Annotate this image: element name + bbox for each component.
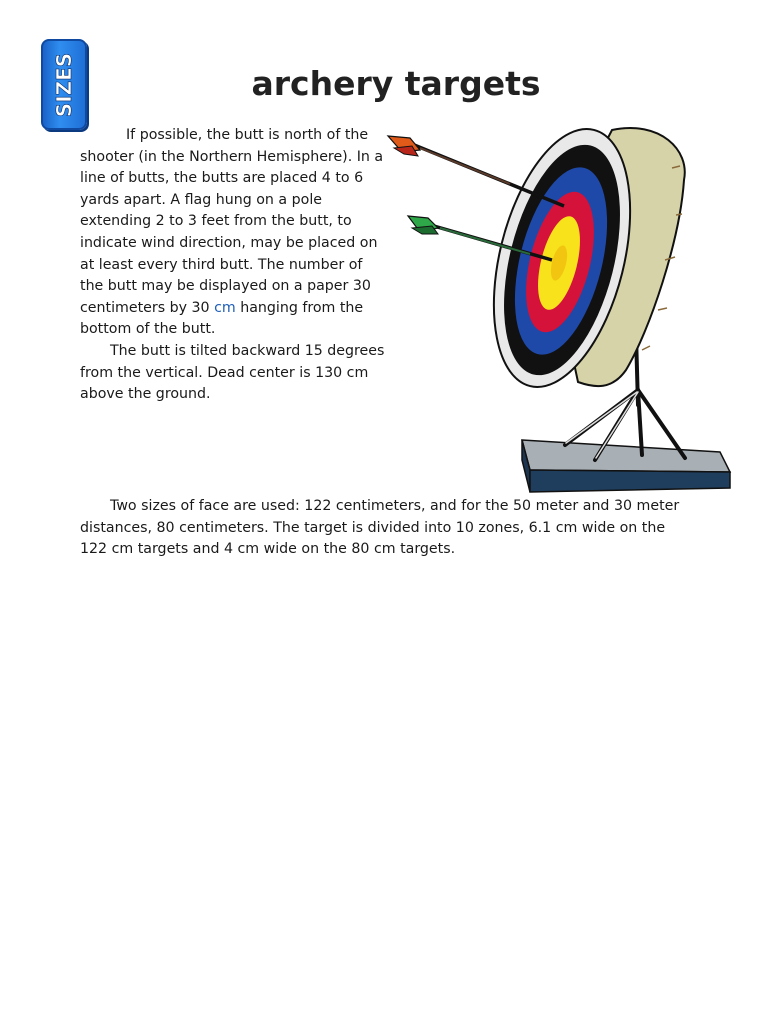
left-text-column (80, 125, 386, 406)
page-title: archery targets (251, 64, 541, 103)
target-butt (470, 120, 685, 401)
paragraph1-text-a: If possible, the butt is north of the shooter (in the Northern Hemisphere). In a line of butts, the butts are placed 4 to 6 yards apart. A flag hung on a pole extending 2 to 3 feet from the butt, to indicate wind direction, may be placed on at least every third butt. The number of the butt may be displayed on a paper 30 centimeters by 30 (80, 127, 384, 316)
cm-link[interactable]: cm (214, 299, 236, 316)
archery-target-with-arrows-icon (380, 120, 740, 500)
stand-base (522, 440, 730, 492)
sizes-badge-label: SIZES (52, 52, 76, 117)
paragraph1-text-b: hanging from the bottom of the butt. (80, 299, 364, 338)
paragraph-face-sizes: Two sizes of face are used: 122 centimeters, and for the 50 meter and 30 meter distances, 80 centimeters. The target is divided into 10 zones, 6.1 cm wide on the 122 cm targets and 4 cm wide on the 80 cm targets. (80, 498, 680, 558)
paragraph-butt-placement (80, 125, 386, 341)
paragraph-butt-tilt: The butt is tilted backward 15 degrees from the vertical. Dead center is 130 cm above the ground. (80, 342, 385, 403)
